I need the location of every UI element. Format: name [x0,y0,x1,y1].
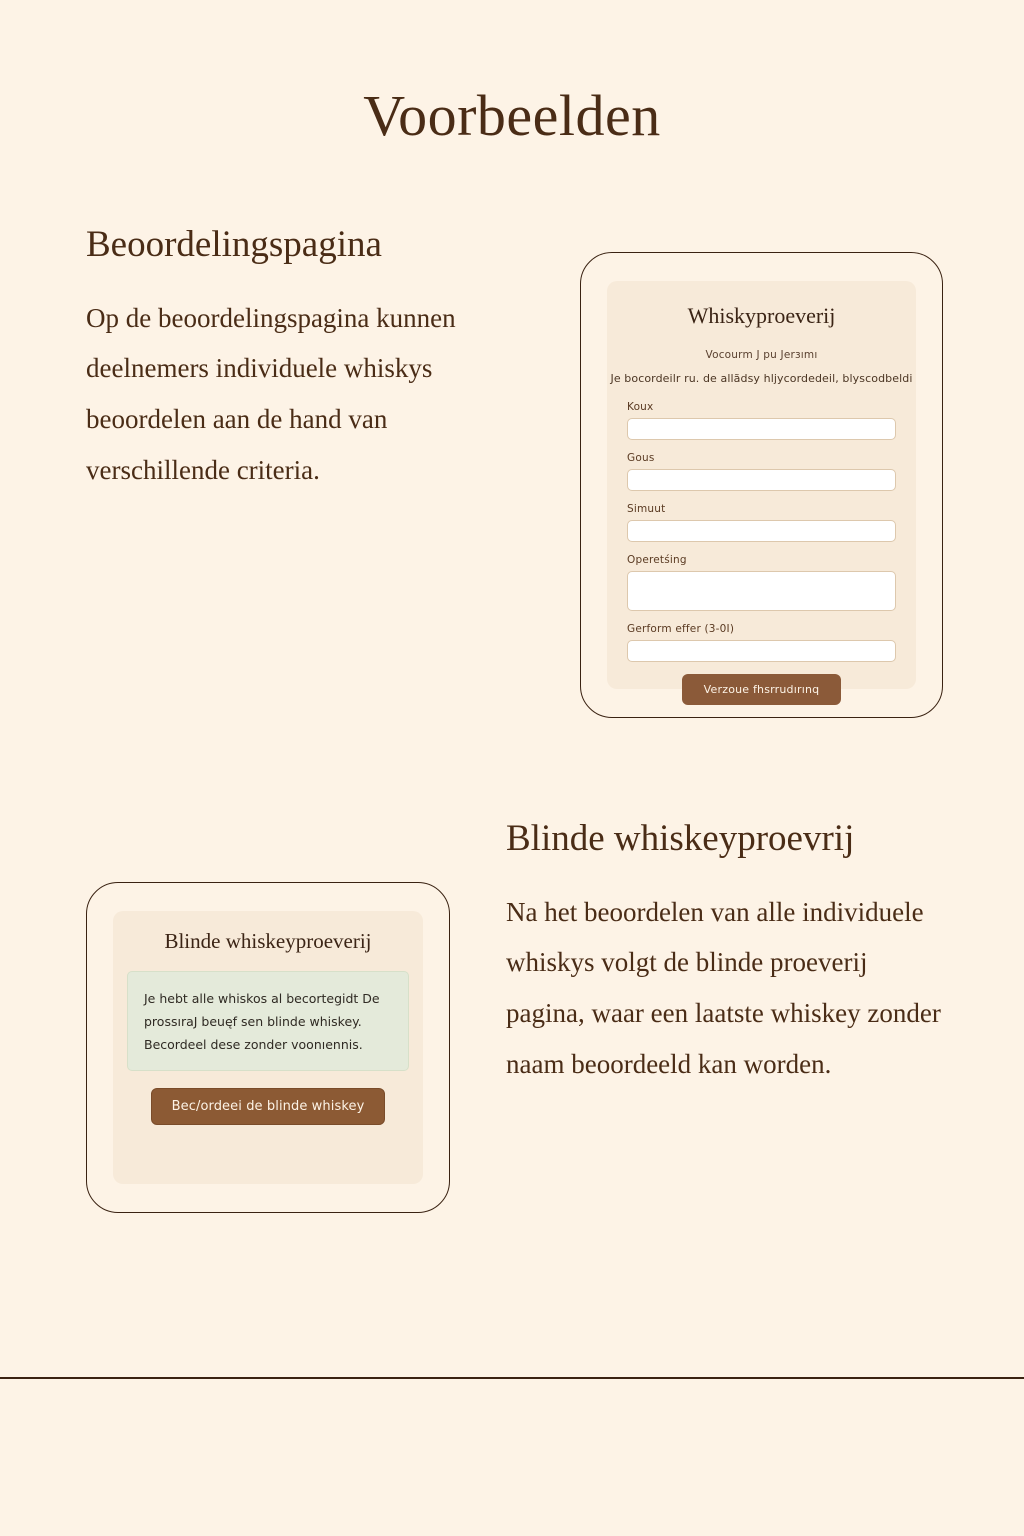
notice-text: Je hebt alle whiskos al becortegidt De prossıraJ beuęf sen blinde whiskey. Becordeel dese zonder voonıennis. [144,991,380,1053]
form-field-simuut [627,503,896,542]
mockup-subtitle-secondary: Je bocordeilr ru. de allãdsy hljycordedeil, blyscodbeldi [610,372,913,385]
mockup-card-rating-page [580,252,943,718]
field-input-gerform-effer[interactable] [627,640,896,662]
mockup-screen-rating-page [607,281,916,696]
field-label-koux: Koux [627,401,654,413]
form-field-gerform-effer [627,623,896,662]
mockup-screen-blind-tasting [113,911,423,1184]
mockup-subtitle-primary: Vocourm J pu Jerзımı [705,349,818,361]
mockup-title-blinde-whiskeyproeverij: Blinde whiskeyproeverij [164,929,372,953]
bottom-divider [0,1377,1024,1379]
form-field-gous [627,452,896,491]
section-heading-blinde-whiskeyproevrij: Blinde whiskeyproevrij [506,818,855,859]
mockup-title-whiskyproeverij: Whiskyproeverij [687,303,836,328]
field-label-operetsing: Operetśing [627,554,687,566]
section-heading-beoordelingspagina: Beoordelingspagina [86,224,382,265]
section-body-blinde-whiskeyproevrij: Na het beoordelen van alle individuele whiskys volgt de blinde proeverij pagina, waar een laatste whiskey zonder naam beoordeeld kan worden. [506,896,941,1079]
section-beoordelingspagina [86,224,516,496]
notice-box [127,971,409,1071]
field-label-gous: Gous [627,452,655,464]
field-label-simuut: Simuut [627,503,666,515]
field-input-koux[interactable] [627,418,896,440]
field-label-gerform-effer: Gerform effer (3-0I) [627,623,735,635]
rate-blind-whiskey-button[interactable]: Bec/ordeei de blinde whiskey [151,1088,386,1125]
mockup-card-blind-tasting [86,882,450,1213]
form-field-koux [627,401,896,440]
field-textarea-operetsing[interactable] [627,571,896,611]
section-blinde-whiskeyproevrij [506,818,942,1090]
rating-form-fields [627,401,896,662]
field-input-simuut[interactable] [627,520,896,542]
field-input-gous[interactable] [627,469,896,491]
section-body-beoordelingspagina: Op de beoordelingspagina kunnen deelnemers individuele whiskys beoordelen aan de hand van verschillende criteria. [86,302,456,485]
page-title: Voorbeelden [363,83,661,148]
submit-rating-button[interactable]: Verzoue fhsrrudırınq [682,674,842,705]
form-field-operetsing [627,554,896,611]
